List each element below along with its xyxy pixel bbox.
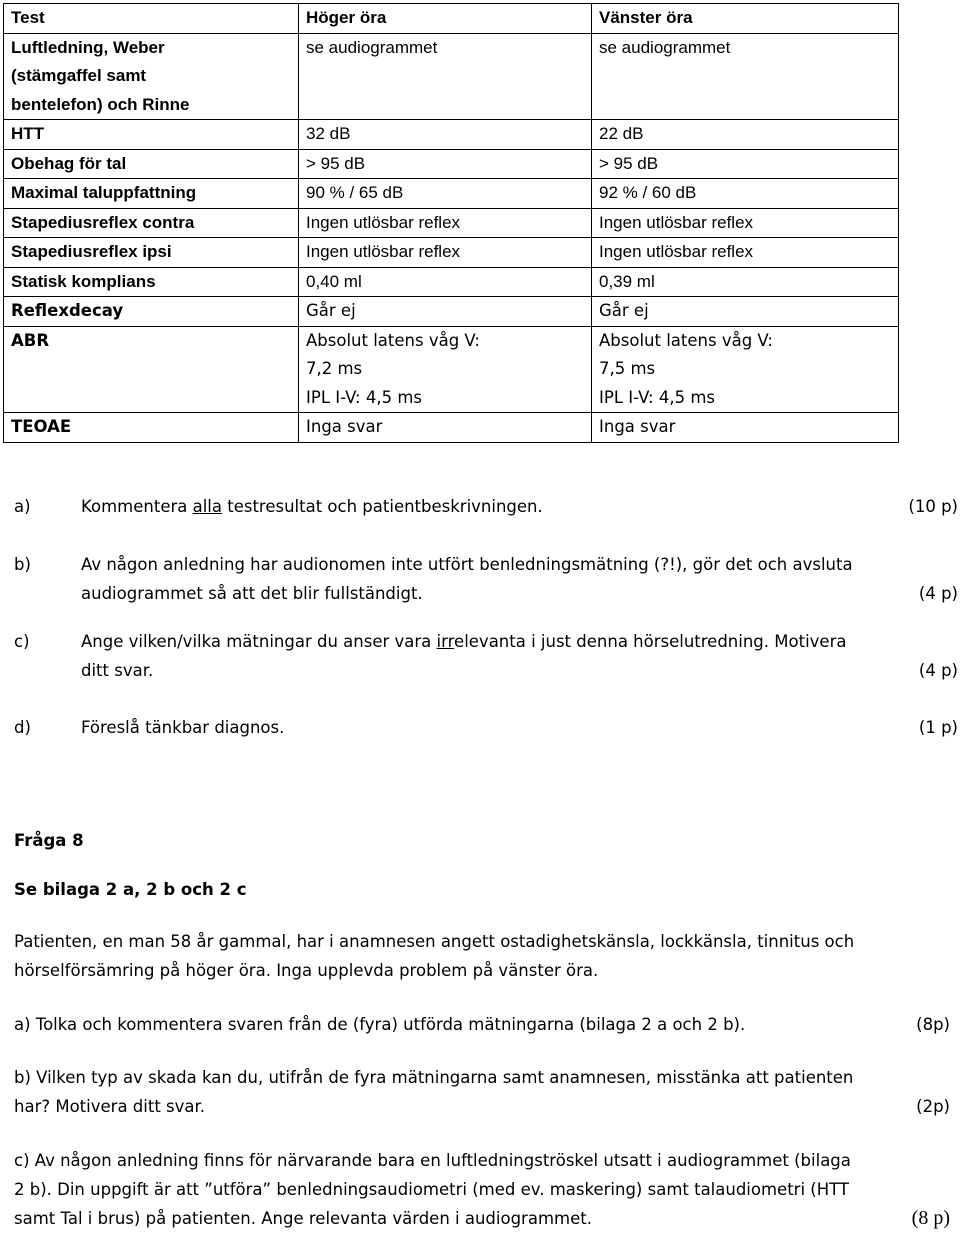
cell-left: > 95 dB: [592, 149, 899, 179]
table-row: [4, 179, 899, 209]
question-8a-points: (8p): [916, 1015, 950, 1034]
cell-test: Luftledning, Weber (stämgaffel samt bentelefon) och Rinne: [4, 33, 299, 120]
cell-right: Går ej: [299, 297, 592, 327]
question-8b-line1: b) Vilken typ av skada kan du, utifrån de fyra mätningarna samt anamnesen, misstänka att patienten: [14, 1068, 854, 1087]
question-a-label: a): [14, 497, 31, 516]
header-left-ear: Vänster öra: [592, 4, 899, 34]
question-8a-text: a) Tolka och kommentera svaren från de (fyra) utförda mätningarna (bilaga 2 a och 2 b).: [14, 1015, 746, 1034]
cell-test: Maximal taluppfattning: [4, 179, 299, 209]
cell-right: se audiogrammet: [299, 33, 592, 120]
cell-test: HTT: [4, 120, 299, 150]
question-d: [14, 713, 960, 742]
table-row: [4, 267, 899, 297]
table-row: [4, 120, 899, 150]
cell-test: Statisk komplians: [4, 267, 299, 297]
cell-right: Absolut latens våg V: 7,2 ms IPL I-V: 4,5 ms: [299, 326, 592, 413]
cell-test: Stapediusreflex ipsi: [4, 238, 299, 268]
table-row: [4, 33, 899, 120]
question-8-title: Fråga 8: [14, 831, 84, 850]
question-8-subtitle: Se bilaga 2 a, 2 b och 2 c: [14, 880, 247, 899]
question-a-points: (10 p): [908, 497, 958, 516]
header-right-ear: Höger öra: [299, 4, 592, 34]
question-8b-points: (2p): [916, 1097, 950, 1116]
question-a-underlined: alla: [192, 497, 222, 516]
cell-left: 22 dB: [592, 120, 899, 150]
question-c-label: c): [14, 632, 30, 651]
question-b-line1: Av någon anledning har audionomen inte utfört benledningsmätning (?!), gör det och avsluta: [81, 555, 853, 574]
question-8c: [14, 1146, 950, 1233]
cell-right: 0,40 ml: [299, 267, 592, 297]
question-b-line2: audiogrammet så att det blir fullständigt.: [81, 584, 423, 603]
question-d-text: Föreslå tänkbar diagnos.: [81, 718, 285, 737]
question-8b: [14, 1063, 950, 1121]
table-row: [4, 326, 899, 413]
cell-left: Går ej: [592, 297, 899, 327]
question-a: [14, 492, 960, 521]
cell-right: Ingen utlösbar reflex: [299, 208, 592, 238]
cell-test: ABR: [4, 326, 299, 413]
question-8-intro: [14, 927, 950, 985]
question-8c-line3: samt Tal i brus) på patienten. Ange relevanta värden i audiogrammet.: [14, 1209, 592, 1228]
cell-right: > 95 dB: [299, 149, 592, 179]
question-b-points: (4 p): [918, 584, 958, 603]
question-d-label: d): [14, 718, 31, 737]
question-c: [14, 627, 960, 685]
results-table: [3, 3, 899, 443]
cell-right: Ingen utlösbar reflex: [299, 238, 592, 268]
table-row: [4, 413, 899, 443]
table-row: [4, 208, 899, 238]
cell-left: Absolut latens våg V: 7,5 ms IPL I-V: 4,5 ms: [592, 326, 899, 413]
question-8c-line2: 2 b). Din uppgift är att ”utföra” benledningsaudiometri (med ev. maskering) samt talaudiometri (HTT: [14, 1180, 850, 1199]
cell-test: Stapediusreflex contra: [4, 208, 299, 238]
cell-left: 92 % / 60 dB: [592, 179, 899, 209]
question-c-pre: Ange vilken/vilka mätningar du anser vara: [81, 632, 437, 651]
question-8b-line2: har? Motivera ditt svar.: [14, 1097, 206, 1116]
question-c-line2: ditt svar.: [81, 661, 154, 680]
question-d-points: (1 p): [918, 718, 958, 737]
header-test: Test: [4, 4, 299, 34]
cell-right: 90 % / 65 dB: [299, 179, 592, 209]
question-8c-line1: c) Av någon anledning finns för närvarande bara en luftledningströskel utsatt i audiogrammet (bilaga: [14, 1151, 851, 1170]
cell-test: TEOAE: [4, 413, 299, 443]
question-8a: [14, 1010, 950, 1039]
question-8-intro-line1: Patienten, en man 58 år gammal, har i anamnesen angett ostadighetskänsla, lockkänsla, tinnitus och: [14, 932, 855, 951]
cell-right: 32 dB: [299, 120, 592, 150]
cell-left: 0,39 ml: [592, 267, 899, 297]
question-c-post: elevanta i just denna hörselutredning. Motivera: [454, 632, 847, 651]
question-c-underlined: irr: [436, 632, 455, 651]
cell-test: Reflexdecay: [4, 297, 299, 327]
question-8c-points: (8 p): [911, 1207, 950, 1229]
table-row: [4, 297, 899, 327]
cell-left: se audiogrammet: [592, 33, 899, 120]
cell-test: Obehag för tal: [4, 149, 299, 179]
question-b-label: b): [14, 555, 31, 574]
question-8-intro-line2: hörselförsämring på höger öra. Inga upplevda problem på vänster öra.: [14, 961, 599, 980]
table-row: [4, 149, 899, 179]
table-header-row: [4, 4, 899, 34]
question-a-text: [81, 492, 960, 521]
cell-left: Ingen utlösbar reflex: [592, 208, 899, 238]
table-row: [4, 238, 899, 268]
cell-left: Ingen utlösbar reflex: [592, 238, 899, 268]
cell-right: Inga svar: [299, 413, 592, 443]
cell-left: Inga svar: [592, 413, 899, 443]
question-b: [14, 550, 960, 608]
question-a-pre: Kommentera: [81, 497, 193, 516]
question-a-post: testresultat och patientbeskrivningen.: [222, 497, 543, 516]
question-c-points: (4 p): [918, 661, 958, 680]
question-c-line1: [81, 627, 960, 656]
